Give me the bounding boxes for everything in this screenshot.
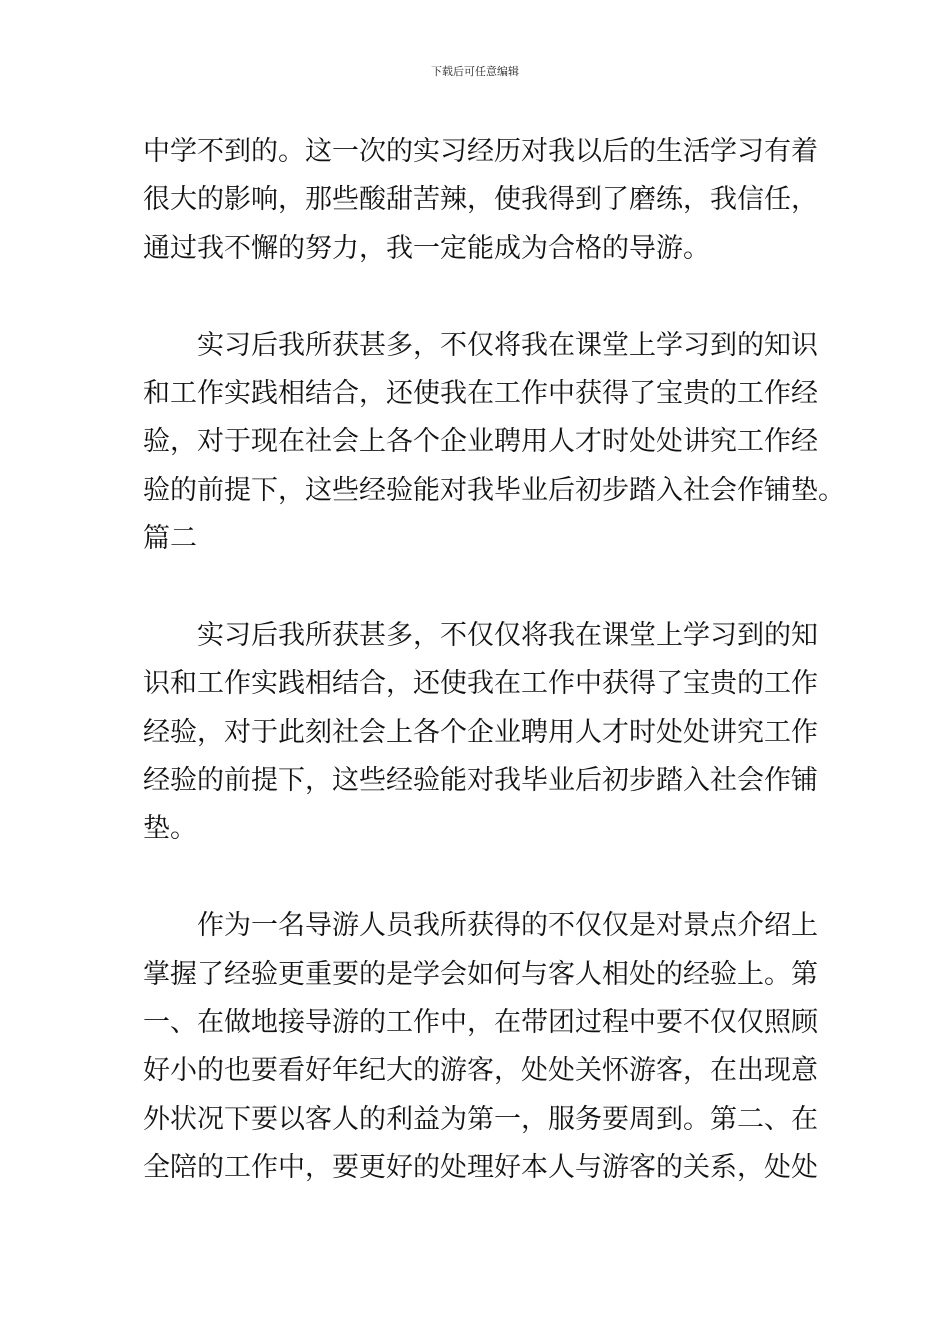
text-line: 外状况下要以客人的利益为第一，服务要周到。第二、在 <box>143 1103 818 1135</box>
text-line: 全陪的工作中，要更好的处理好本人与游客的关系，处处 <box>143 1152 818 1184</box>
document-body <box>143 128 845 1193</box>
text-line: 实习后我所获甚多，不仅将我在课堂上学习到的知识 <box>143 329 818 361</box>
text-line: 通过我不懈的努力，我一定能成为合格的导游。 <box>143 232 710 264</box>
text-line: 掌握了经验更重要的是学会如何与客人相处的经验上。第 <box>143 958 818 990</box>
text-line: 经验，对于此刻社会上各个企业聘用人才时处处讲究工作 <box>143 716 818 748</box>
text-line: 验，对于现在社会上各个企业聘用人才时处处讲究工作经 <box>143 426 818 458</box>
paragraph <box>143 612 818 854</box>
paragraph-gap <box>143 564 813 612</box>
section-heading: 篇二 <box>143 523 197 555</box>
text-line: 经验的前提下，这些经验能对我毕业后初步踏入社会作铺 <box>143 765 818 797</box>
paragraph-gap <box>143 854 813 902</box>
text-line: 识和工作实践相结合，还使我在工作中获得了宝贵的工作 <box>143 668 818 700</box>
paragraph <box>143 902 818 1192</box>
text-line: 中学不到的。这一次的实习经历对我以后的生活学习有着 <box>143 136 818 167</box>
paragraph <box>143 322 845 564</box>
text-line: 好小的也要看好年纪大的游客，处处关怀游客，在出现意 <box>143 1055 818 1087</box>
text-line: 作为一名导游人员我所获得的不仅仅是对景点介绍上 <box>143 910 818 942</box>
paragraph <box>143 128 818 273</box>
page-header: 下载后可任意编辑 <box>431 65 519 78</box>
text-line: 很大的影响，那些酸甜苦辣，使我得到了磨练，我信任， <box>143 184 818 216</box>
text-line: 垫。 <box>143 813 197 845</box>
paragraph-gap <box>143 273 813 321</box>
text-line: 验的前提下，这些经验能对我毕业后初步踏入社会作铺垫。 <box>143 474 845 506</box>
text-line: 实习后我所获甚多，不仅仅将我在课堂上学习到的知 <box>143 619 818 651</box>
text-line: 一、在做地接导游的工作中，在带团过程中要不仅仅照顾 <box>143 1007 818 1039</box>
text-line: 和工作实践相结合，还使我在工作中获得了宝贵的工作经 <box>143 377 818 409</box>
